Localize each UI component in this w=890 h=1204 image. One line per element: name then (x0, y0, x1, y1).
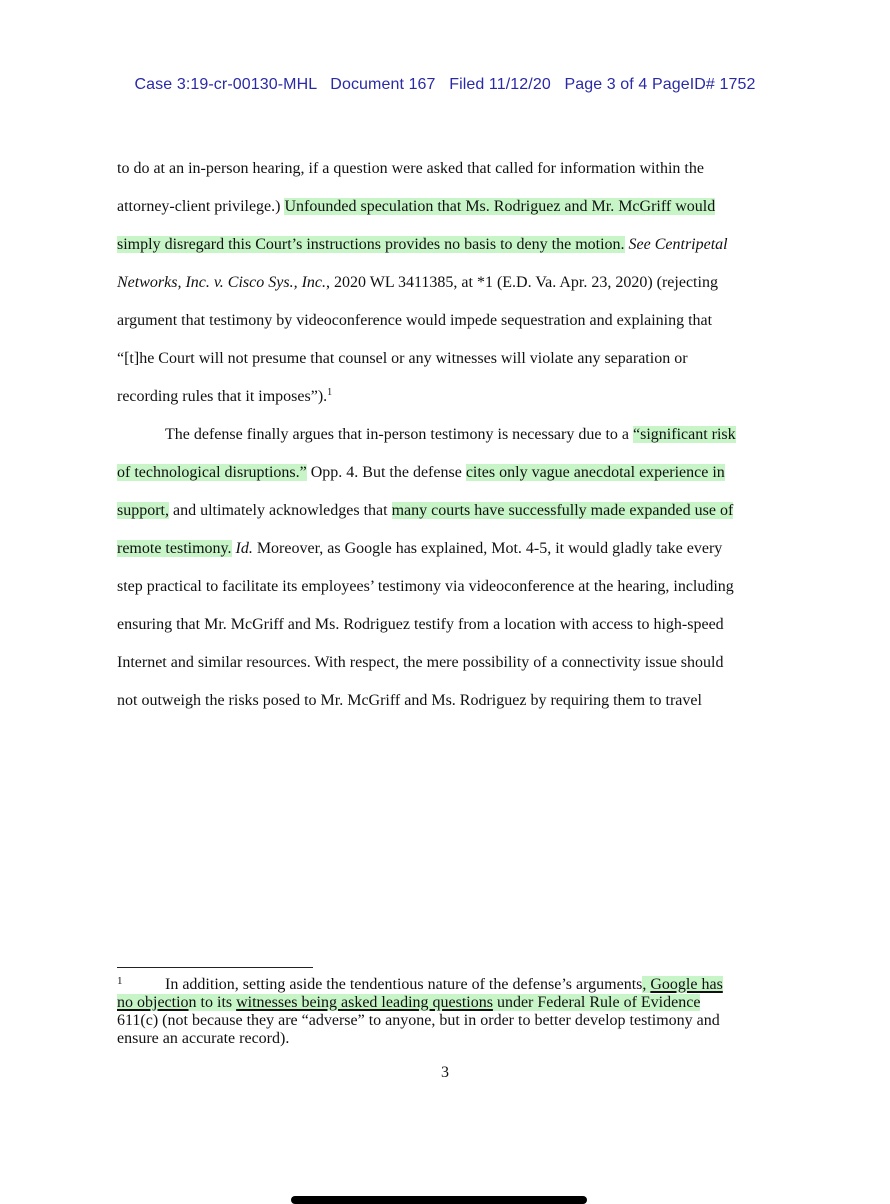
highlight: many courts have successfully made expanded use of (391, 502, 734, 519)
body-line-2: attorney-client privilege.) Unfounded speculation that Ms. Rodriguez and Mr. McGriff would (117, 198, 716, 215)
footnote-line-4: ensure an accurate record). (117, 1030, 290, 1047)
footnote-line-3: 611(c) (not because they are “adverse” to anyone, but in order to better develop testimony and (117, 1012, 720, 1029)
home-indicator[interactable] (291, 1196, 587, 1204)
body-line-10: support, and ultimately acknowledges that many courts have successfully made expanded use of (117, 502, 734, 519)
body-line-11: remote testimony. Id. Moreover, as Google has explained, Mot. 4-5, it would gladly take every (117, 540, 723, 557)
footnote-line-2 (117, 994, 700, 1012)
highlight: remote testimony. (117, 540, 232, 557)
footnote-number: 1 (117, 975, 123, 987)
body-line-14: Internet and similar resources. With respect, the mere possibility of a connectivity issue should (117, 654, 724, 671)
highlight: simply disregard this Court’s instructions provides no basis to deny the motion. (117, 236, 625, 253)
body-line-9: of technological disruptions.” Opp. 4. But the defense cites only vague anecdotal experience in (117, 464, 725, 481)
highlight: Unfounded speculation that Ms. Rodriguez and Mr. McGriff would (284, 198, 716, 215)
body-line-3: simply disregard this Court’s instructions provides no basis to deny the motion. See Centripetal (117, 236, 728, 253)
highlight: n to its (188, 994, 237, 1011)
body-line-6: “[t]he Court will not presume that counsel or any witnesses will violate any separation or (117, 350, 688, 367)
highlight-underline: no objectio (117, 994, 189, 1011)
page-number: 3 (441, 1064, 449, 1081)
body-line-13: ensuring that Mr. McGriff and Ms. Rodriguez testify from a location with access to high-speed (117, 616, 724, 633)
highlight-underline: Google has (650, 976, 723, 993)
highlight: under Federal Rule of Evidence (492, 994, 701, 1011)
highlight: , (642, 976, 651, 993)
highlight: of technological disruptions.” (117, 464, 307, 481)
body-line-5: argument that testimony by videoconference would impede sequestration and explaining that (117, 312, 713, 329)
highlight: support, (117, 502, 169, 519)
body-line-1: to do at an in-person hearing, if a question were asked that called for information within the (117, 160, 704, 177)
body-line-4: Networks, Inc. v. Cisco Sys., Inc., 2020 WL 3411385, at *1 (E.D. Va. Apr. 23, 2020) (rejecting (117, 274, 718, 291)
highlight: cites only vague anecdotal experience in (465, 464, 725, 481)
footnote-ref: 1 (327, 387, 333, 398)
body-line-12: step practical to facilitate its employees’ testimony via videoconference at the hearing, including (117, 578, 734, 595)
body-line-8: The defense finally argues that in-person testimony is necessary due to a “significant risk (165, 426, 736, 443)
case-header: Case 3:19-cr-00130-MHL Document 167 Filed 11/12/20 Page 3 of 4 PageID# 1752 (134, 76, 756, 93)
footnote-divider (117, 967, 313, 968)
body-line-7: recording rules that it imposes”).$^1$ (117, 387, 333, 405)
footnote-line-1: In addition, setting aside the tendentious nature of the defense’s arguments, Google has (165, 976, 723, 993)
highlight-underline: witnesses being asked leading questions (236, 994, 493, 1011)
highlight: “significant risk (633, 426, 736, 443)
body-line-15: not outweigh the risks posed to Mr. McGriff and Ms. Rodriguez by requiring them to travel (117, 692, 702, 709)
